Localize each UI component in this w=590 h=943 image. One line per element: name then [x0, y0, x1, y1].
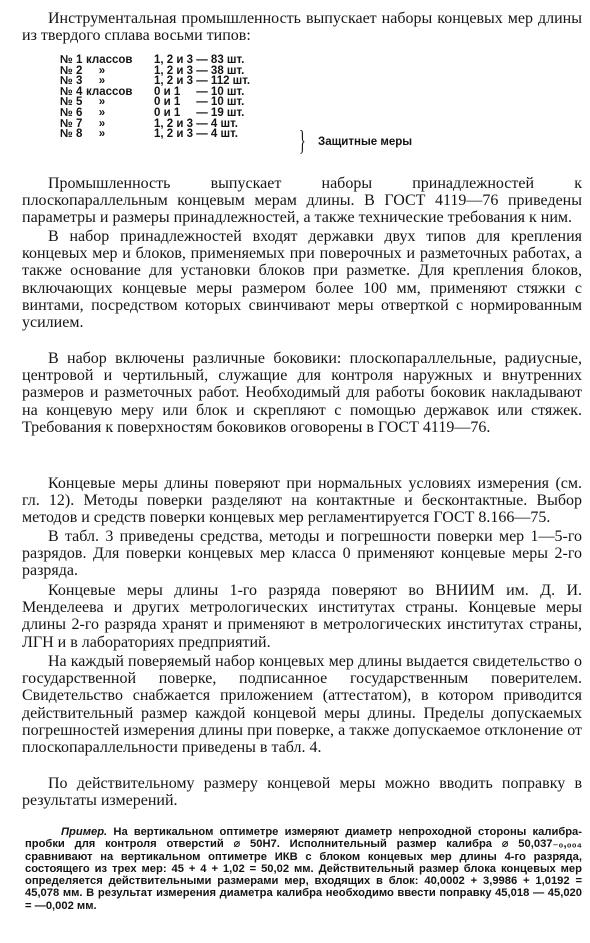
brace-icon: } [299, 126, 306, 157]
set-row: № 1 классов 1, 2 и 3 — 83 шт. [60, 54, 245, 66]
set-row: № 4 классов 0 и 1 — 10 шт. [60, 85, 245, 98]
paragraph: По действительному размеру концевой меры можно вводить поправку в результаты измерений. [22, 775, 582, 810]
paragraph: Промышленность выпускает наборы принадлежностей к плоскопараллельным концевым мерам длины. В ГОСТ 4119—76 приведены параметры и размеры принадлежностей, а также технические требования к ним. [22, 175, 582, 227]
example-text: На вертикальном оптиметре измеряют диаметр непроходной стороны калибра-пробки для контроля отверстий ⌀ 50H7. Исполнительный размер калибра ⌀ 50,037₋₀,₀₀₄ сравнивают на вертикальном оптиметре ИКВ с блоком концевых мер длины 4-го разряда, состоящего из трех мер: 45 + 4 + 1,02 = 50,02 мм. Действительный размер блока концевых мер определяется действительными размерами мер, входящих в блок: 40,0002 + 3,9986 + 1,0192 = 45,078 мм. В результат измерения диаметра калибра необходимо ввести поправку 45,018 — 45,020 = —0,002 мм. [25, 826, 583, 912]
example-block [25, 826, 582, 912]
gauge-sets-list [60, 55, 480, 140]
example-title: Пример. [61, 826, 108, 838]
set-row: № 7 » 1, 2 и 3 — 4 шт. [60, 117, 238, 130]
paragraph: Концевые меры длины 1-го разряда поверяют во ВНИИМ им. Д. И. Менделеева и других метрологических институтах страны. Концевые меры длины 2-го разряда хранят и применяют в метрологических институтах страны, ЛГН и в лабораториях предприятий. [22, 582, 582, 651]
set-row: № 5 » 0 и 1 — 10 шт. [60, 96, 245, 109]
set-row: № 8 » 1, 2 и 3 — 4 шт. [60, 128, 238, 141]
paragraph: На каждый поверяемый набор концевых мер длины выдается свидетельство о государственной поверке, подписанное государственным поверителем. Свидетельство снабжается приложением (аттестатом), в котором приводится действительный размер каждой концевой меры длины. Пределы допускаемых погрешностей измерения длины при поверке, а также допускаемое отклонение от плоскопараллельности приведены в табл. 4. [22, 653, 582, 757]
set-row: № 6 » 0 и 1 — 19 шт. [60, 106, 245, 119]
paragraph: Концевые меры длины поверяют при нормальных условиях измерения (см. гл. 12). Методы поверки разделяют на контактные и бесконтактные. Выбор методов и средств поверки концевых мер регламентируется ГОСТ 8.166—75. [22, 475, 582, 527]
set-row: № 3 » 1, 2 и 3 — 112 шт. [60, 75, 251, 88]
protective-label: Защитные меры [318, 136, 413, 148]
set-row: № 2 » 1, 2 и 3 — 38 шт. [60, 64, 245, 77]
paragraph: В табл. 3 приведены средства, методы и погрешности поверки мер 1—5-го разрядов. Для поверки концевых мер класса 0 применяют концевые меры 2-го разряда. [22, 528, 582, 580]
intro-paragraph: Инструментальная промышленность выпускает наборы концевых мер длины из твердого сплава восьми типов: [22, 10, 582, 45]
paragraph: В набор принадлежностей входят державки двух типов для крепления концевых мер и блоков, применяемых при поверочных и разметочных работах, а также основание для установки блоков при разметке. Для крепления блоков, включающих концевые меры размером более 100 мм, применяют стяжки с винтами, посредством которых свинчивают меры отверткой с нормированным усилием. [22, 228, 582, 332]
paragraph: В набор включены различные боковики: плоскопараллельные, радиусные, центровой и чертильный, служащие для контроля наружных и внутренних размеров и разметочных работ. Необходимый для работы боковик накладывают на концевую меру или блок и скрепляют с помощью державок или стяжек. Требования к поверхностям боковиков оговорены в ГОСТ 4119—76. [22, 350, 582, 436]
